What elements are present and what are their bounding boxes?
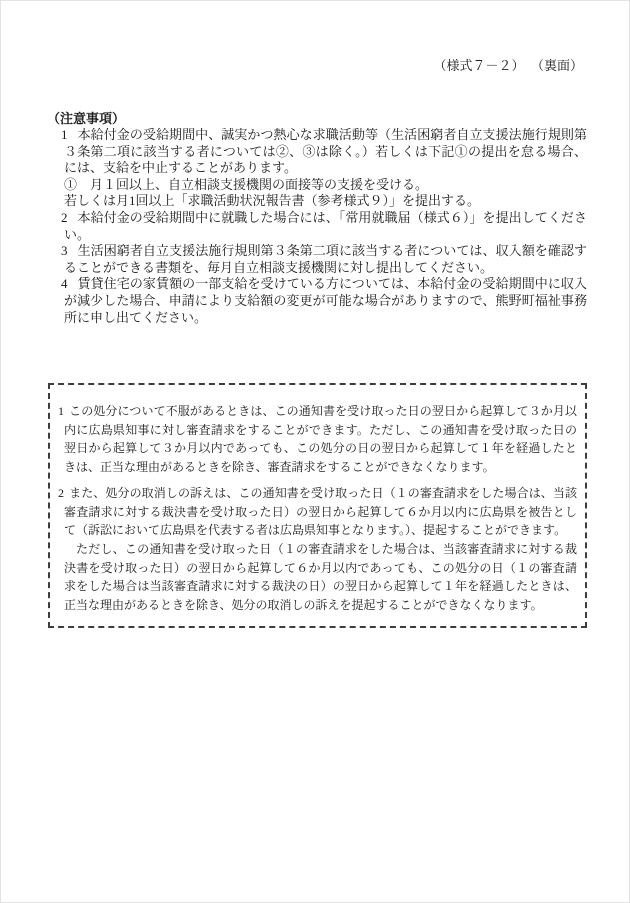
notes-heading: （注意事項） — [47, 111, 126, 126]
note-item-number: 2 — [61, 209, 68, 225]
note-item-text: 本給付金の受給期間中、誠実かつ熱心な求職活動等（生活困窮者自立支援法施行規則第３条第二項に該当する者については②、③は除く。）若しくは下記①の提出を怠る場合、には、支給を中止することがあります。 — [64, 127, 587, 176]
note-item-text: 生活困窮者自立支援法施行規則第３条第二項に該当する者については、収入額を確認することができる書類を、毎月自立相談支援機関に対し提出してください。 — [64, 243, 587, 275]
note-item-2 — [47, 210, 587, 243]
appeal-item-number: 1 — [58, 404, 64, 418]
appeal-item-1 — [58, 402, 577, 477]
appeal-item-text: この処分について不服があるときは、この通知書を受け取った日の翌日から起算して３か月以内に広島県知事に対し審査請求をすることができます。ただし、この通知書を受け取った日の翌日から起算して３か月以内であっても、この処分の日の翌日から起算して１年を経過したときは、正当な理由があるときを除き、審査請求をすることができなくなります。 — [64, 404, 577, 475]
note-item-1 — [47, 127, 587, 210]
note-item-3 — [47, 243, 587, 276]
appeal-paragraph — [58, 484, 577, 540]
form-number-label: （様式７－２） — [433, 58, 525, 73]
appeal-paragraph-continued: ただし、この通知書を受け取った日（１の審査請求をした場合は、当該審査請求に対する裁決書を受け取った日）の翌日から起算して６か月以内であっても、この処分の日（１の審査請求をした場合は当該審査請求に対する裁決の日）の翌日から起算して１年を経過したときは、正当な理由があるときを除き、処分の取消しの訴えを提起することができなくなります。 — [64, 541, 577, 613]
appeal-paragraph — [58, 402, 577, 477]
page-side-label: （裏面） — [537, 58, 583, 73]
note-item-number: 3 — [61, 243, 68, 259]
note-item-4 — [47, 276, 587, 326]
appeal-notice-box — [48, 383, 587, 628]
note-item-text: 本給付金の受給期間中に就職した場合には、「常用就職届（様式６）」を提出してください。 — [64, 209, 587, 242]
note-item-text: 賃貸住宅の家賃額の一部支給を受けている方については、本給付金の受給期間中に収入が減少した場合、申請により支給額の変更が可能な場合がありますので、熊野町福祉事務所に申し出てください。 — [64, 276, 587, 325]
appeal-item-2 — [58, 484, 577, 615]
note-sub-line-1: ① 月１回以上、自立相談支援機関の面接等の支援を受ける。 — [64, 176, 429, 192]
appeal-item-text: また、処分の取消しの訴えは、この通知書を受け取った日（１の審査請求をした場合は、当該審査請求に対する裁決書を受け取った日）の翌日から起算して６か月以内に広島県を被告として（訴訟において広島県を代表する者は広島県知事となります。）、提起することができます。 — [64, 485, 577, 538]
appeal-item-number: 2 — [58, 485, 64, 500]
note-item-number: 1 — [61, 127, 68, 142]
note-sub-line-2: 若しくは月1回以上「求職活動状況報告書（参考様式９）」を提出する。 — [64, 193, 481, 209]
notes-section — [47, 110, 587, 326]
form-header — [433, 57, 583, 74]
note-item-number: 4 — [61, 276, 68, 292]
